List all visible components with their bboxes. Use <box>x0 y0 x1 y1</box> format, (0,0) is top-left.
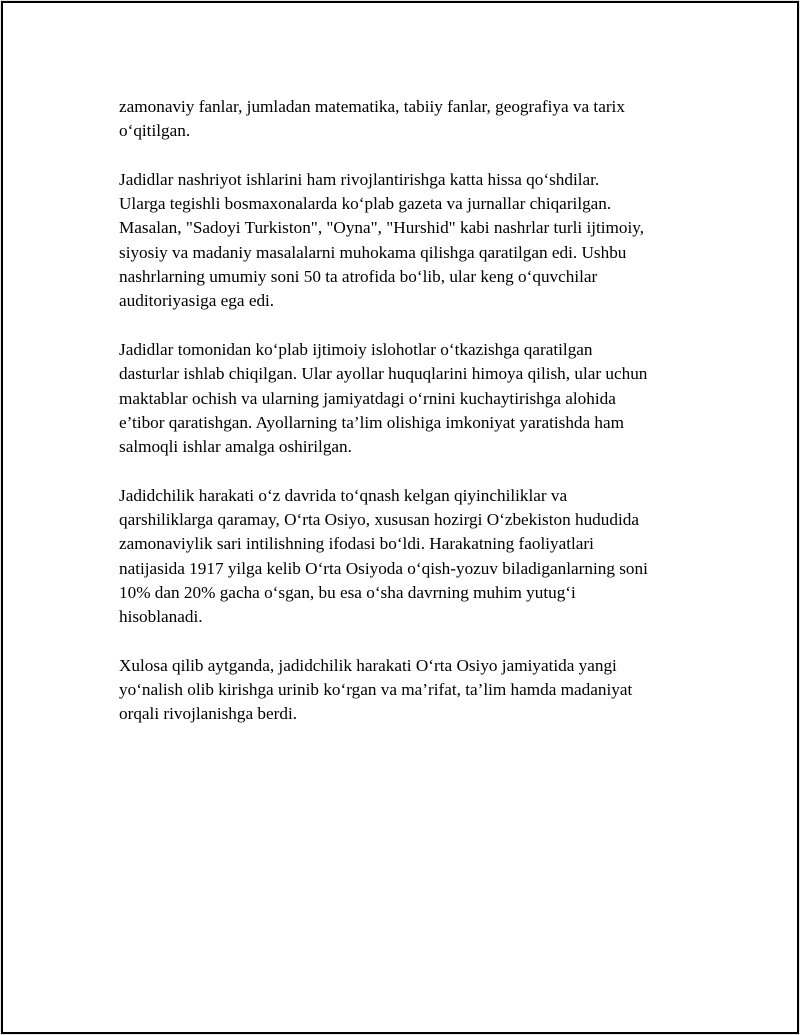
document-page <box>1 1 799 1034</box>
paragraph: zamonaviy fanlar, jumladan matematika, tabiiy fanlar, geografiya va tarix o‘qitilgan. <box>119 97 625 141</box>
document-body <box>119 95 699 751</box>
paragraph: Xulosa qilib aytganda, jadidchilik harakati O‘rta Osiyo jamiyatida yangi yo‘nalish olib kirishga urinib ko‘rgan va ma’rifat, ta’lim hamda madaniyat orqali rivojlanishga berdi. <box>119 655 633 724</box>
paragraph: Jadidlar tomonidan ko‘plab ijtimoiy islohotlar o‘tkazishga qaratilgan dasturlar ishlab chiqilgan. Ular ayollar huquqlarini himoya qilish, ular uchun maktablar ochish va ularning jamiyatdagi o‘rnini kuchaytirishga alohida e’tibor qaratishgan. Ayollarning ta’lim olishiga imkoniyat yaratishda ham salmoqli ishlar amalga oshirilgan. <box>119 339 648 457</box>
paragraph: Jadidlar nashriyot ishlarini ham rivojlantirishga katta hissa qo‘shdilar. Ularga tegishli bosmaxonalarda ko‘plab gazeta va jurnallar chiqarilgan. Masalan, "Sadoyi Turkiston", "Oyna", "Hurshid" kabi nashrlar turli ijtimoiy, siyosiy va madaniy masalalarni muhokama qilishga qaratilgan edi. Ushbu nashrlarning umumiy soni 50 ta atrofida bo‘lib, ular keng o‘quvchilar auditoriyasiga ega edi. <box>119 169 645 311</box>
paragraph: Jadidchilik harakati o‘z davrida to‘qnash kelgan qiyinchiliklar va qarshiliklarga qaramay, O‘rta Osiyo, xususan hozirgi O‘zbekiston hududida zamonaviylik sari intilishning ifodasi bo‘ldi. Harakatning faoliyatlari natijasida 1917 yilga kelib O‘rta Osiyoda o‘qish-yozuv biladiganlarning soni 10% dan 20% gacha o‘sgan, bu esa o‘sha davrning muhim yutug‘i hisoblanadi. <box>119 485 648 627</box>
